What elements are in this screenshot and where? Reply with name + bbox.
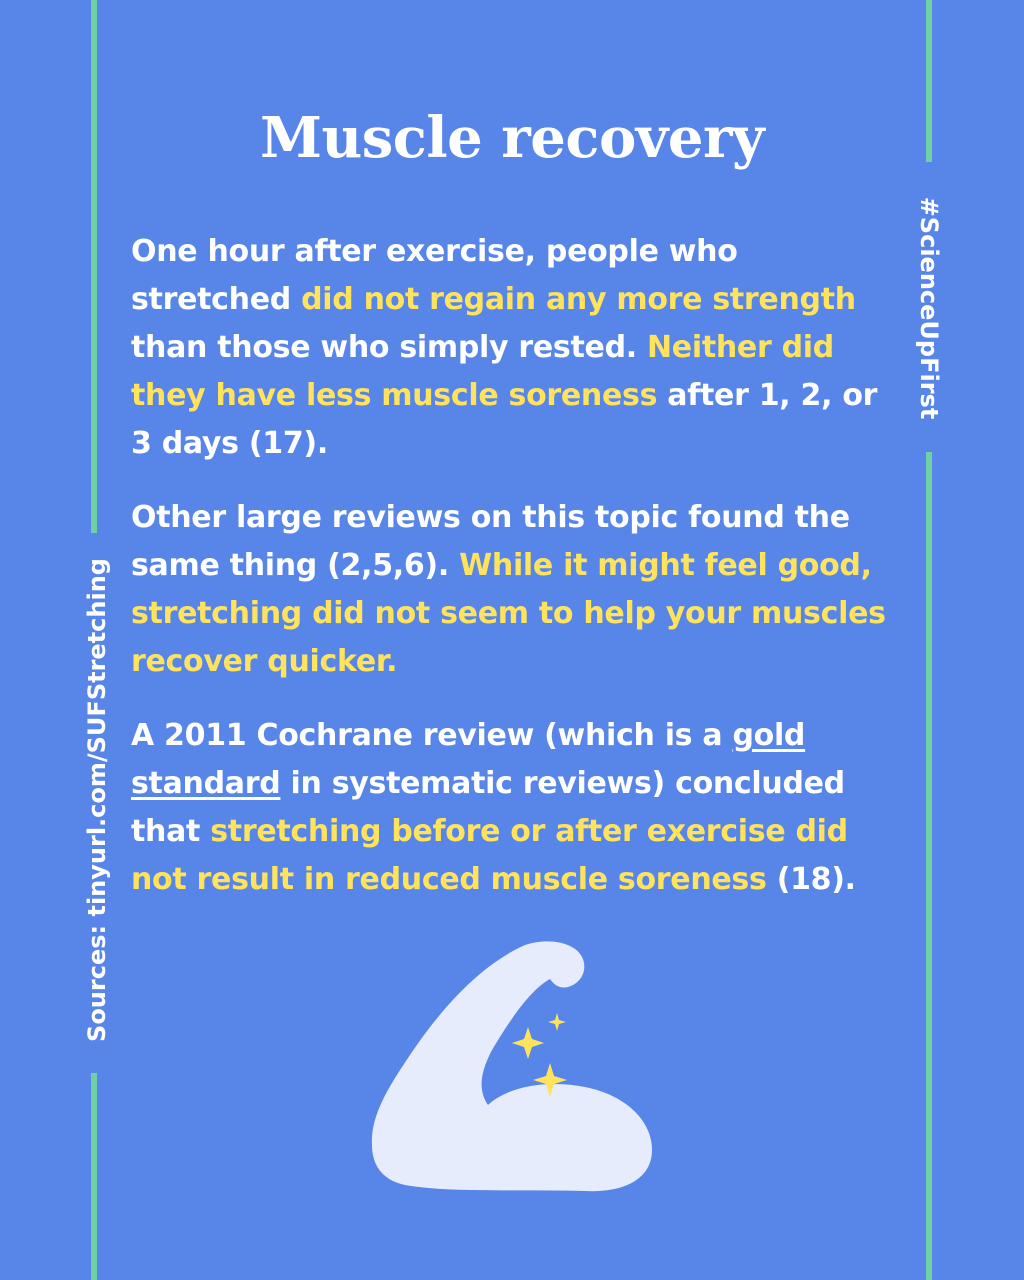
paragraph-1: One hour after exercise, people who stretched did not regain any more strength than those who simply rested. Neither did they have less muscle soreness after 1, 2, or 3 days (17). [131, 234, 878, 461]
arm-shape [372, 941, 652, 1191]
highlight: stretching before or after exercise did not result in reduced muscle soreness [131, 814, 848, 897]
sources-label: Sources: tinyurl.com/SUFStretching [83, 558, 111, 1042]
right-accent-rule-bottom [926, 452, 932, 1280]
left-accent-rule-bottom [91, 1073, 97, 1280]
highlight: While it might feel good, stretching did not seem to help your muscles recover quicker. [131, 548, 886, 679]
sparkle-icon [548, 1013, 566, 1031]
highlight: did not regain any more strength [301, 282, 856, 317]
highlight: Neither did they have less muscle soreness [131, 330, 834, 413]
gold-standard-link[interactable]: gold standard [131, 718, 806, 801]
left-accent-rule-top [91, 0, 97, 533]
flexed-arm-icon [360, 935, 660, 1195]
page-title: Muscle recovery [259, 105, 765, 171]
paragraph-2: Other large reviews on this topic found the same thing (2,5,6). While it might feel good, stretching did not seem to help your muscles recover quicker. [131, 500, 886, 679]
body-text [131, 228, 906, 930]
hashtag-label: #ScienceUpFirst [915, 196, 943, 420]
paragraph-3: A 2011 Cochrane review (which is a gold standard in systematic reviews) concluded that stretching before or after exercise did not result in reduced muscle soreness (18). [131, 718, 856, 897]
sparkle-icon [512, 1027, 544, 1059]
